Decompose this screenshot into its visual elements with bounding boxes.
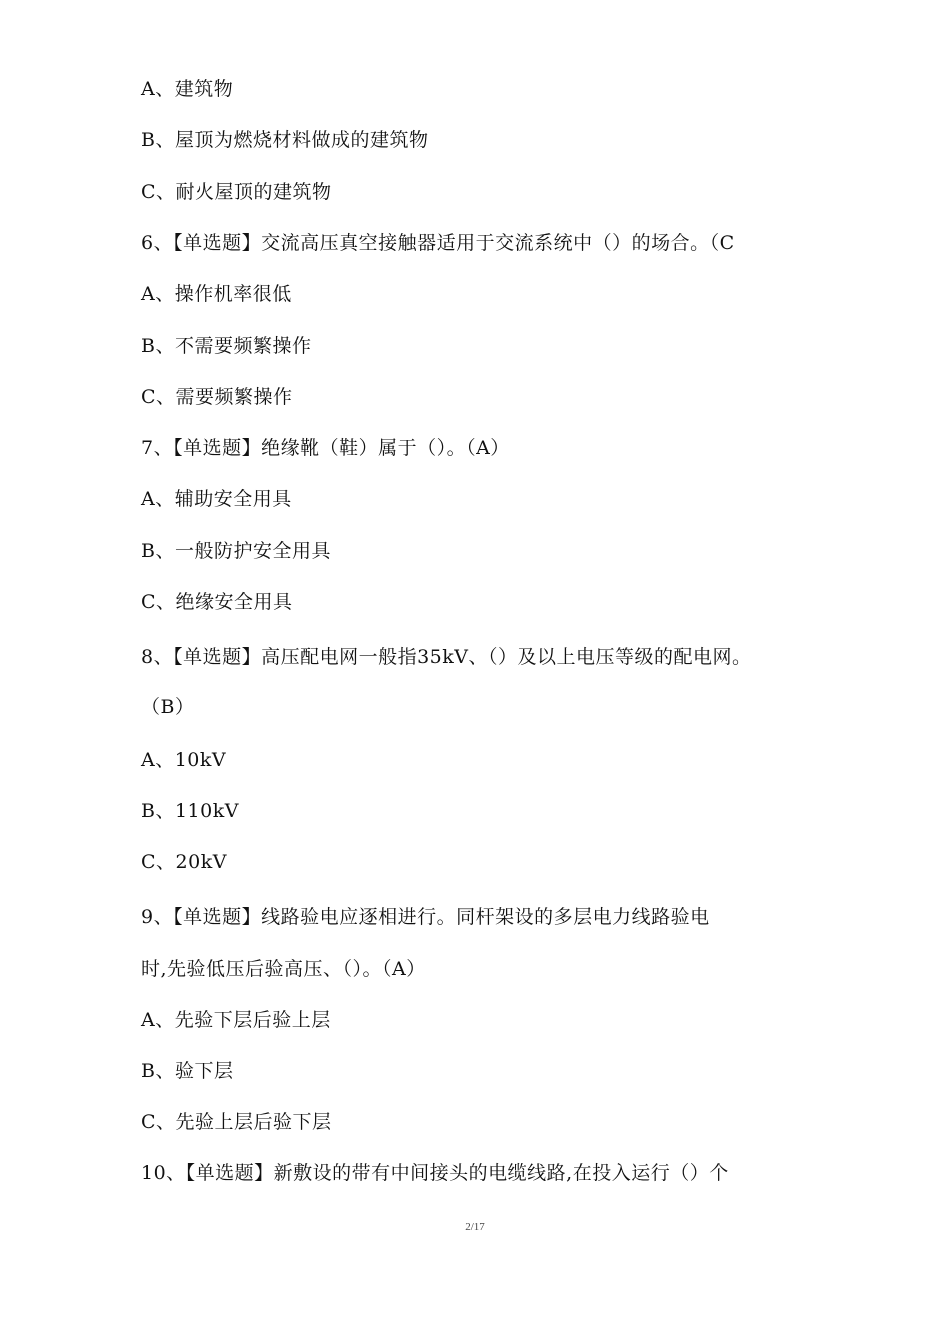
question-continuation-line: 时,先验低压后验高压、（）。（A） (141, 958, 426, 980)
question-line: 7、【单选题】绝缘靴（鞋）属于（）。（A） (141, 437, 510, 459)
question-line: 6、【单选题】交流高压真空接触器适用于交流系统中（）的场合。（C (141, 232, 735, 254)
answer-line: （B） (141, 696, 195, 718)
option-line: C、20kV (141, 851, 227, 873)
option-line: C、耐火屋顶的建筑物 (141, 181, 332, 203)
option-line: B、不需要频繁操作 (141, 335, 312, 357)
option-line: C、先验上层后验下层 (141, 1111, 332, 1133)
question-line: 10、【单选题】新敷设的带有中间接头的电缆线路,在投入运行（）个 (141, 1162, 729, 1184)
option-line: B、屋顶为燃烧材料做成的建筑物 (141, 129, 429, 151)
option-line: A、10kV (141, 749, 227, 771)
page-number: 2/17 (465, 1221, 485, 1233)
option-line: A、建筑物 (141, 78, 234, 100)
option-line: A、操作机率很低 (141, 283, 292, 305)
option-line: A、先验下层后验上层 (141, 1009, 331, 1031)
option-line: B、一般防护安全用具 (141, 540, 331, 562)
question-line: 9、【单选题】线路验电应逐相进行。同杆架设的多层电力线路验电 (141, 906, 710, 928)
option-line: B、验下层 (141, 1060, 234, 1082)
question-line: 8、【单选题】高压配电网一般指35kV、（）及以上电压等级的配电网。 (141, 646, 752, 668)
option-line: B、110kV (141, 800, 239, 822)
option-line: C、需要频繁操作 (141, 386, 293, 408)
option-line: A、辅助安全用具 (141, 488, 292, 510)
option-line: C、绝缘安全用具 (141, 591, 293, 613)
